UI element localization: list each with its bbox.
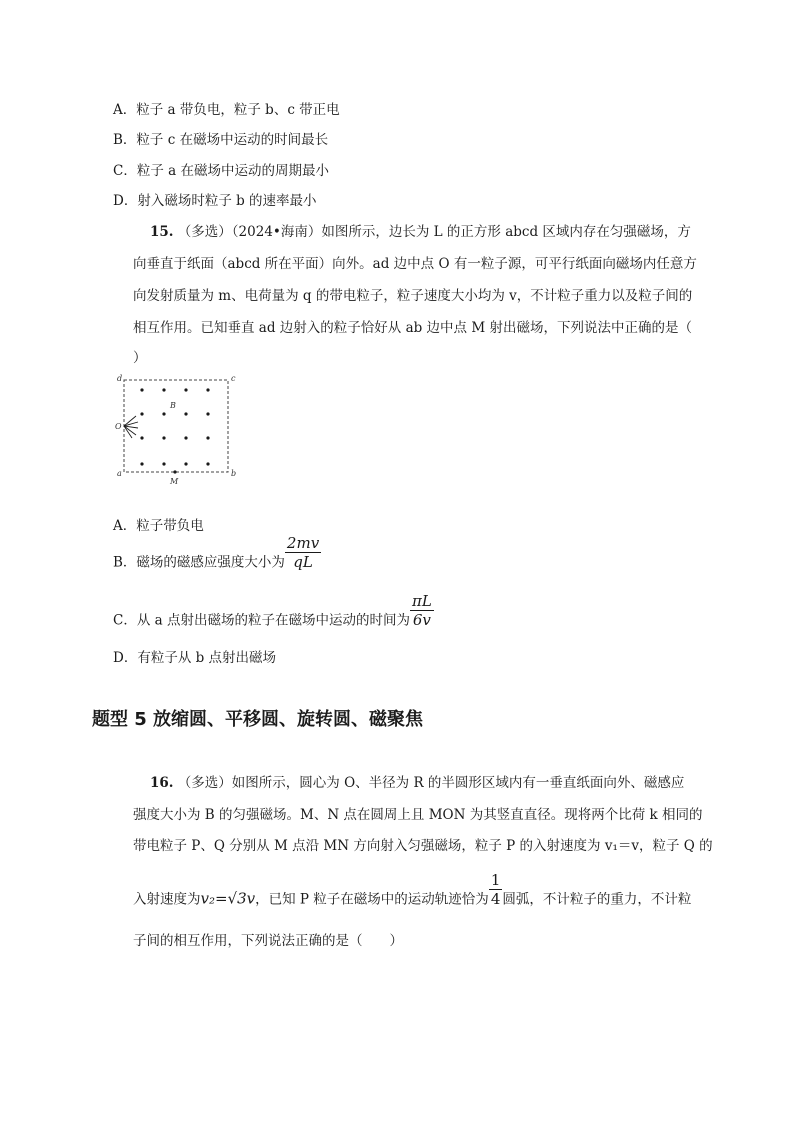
q15-option-c-denominator: 6v [412, 611, 431, 629]
q16-line-2: 强度大小为 B 的匀强磁场。M、N 点在圆周上且 MON 为其竖直直径。现将两个比荷 k 相同的 [133, 807, 703, 823]
q16-line-4-suffix: 圆弧，不计粒子的重力，不计粒 [502, 891, 692, 908]
q15-option-b-fraction [285, 535, 321, 571]
q16-quarter-fraction [489, 872, 503, 908]
label-d: d [117, 374, 123, 383]
q15-line-2: 向垂直于纸面（abcd 所在平面）向外。ad 边中点 O 有一粒子源，可平行纸面向磁场内任意方 [133, 256, 697, 272]
q15-option-d: D．有粒子从 b 点射出磁场 [113, 650, 277, 666]
square-field-diagram [112, 368, 242, 488]
q16-fraction-numerator: 1 [490, 871, 501, 889]
q15-line-4: 相互作用。已知垂直 ad 边射入的粒子恰好从 ab 边中点 M 射出磁场，下列说法中正确的是（ [133, 320, 692, 336]
source-arrows [124, 416, 138, 438]
q16-line-4-mid: ，已知 P 粒子在磁场中的运动轨迹恰为 [255, 891, 489, 908]
q14-option-c: C．粒子 a 在磁场中运动的周期最小 [113, 163, 329, 179]
label-m: M [170, 477, 179, 486]
point-m-dot [173, 470, 176, 473]
q15-option-c-numerator: πL [411, 592, 432, 610]
field-boundary [124, 380, 228, 472]
q15-option-a: A．粒子带负电 [113, 518, 204, 534]
q15-line-5: ） [133, 350, 147, 366]
q15-option-b [113, 534, 321, 581]
q15-option-b-text: B．磁场的磁感应强度大小为 [113, 554, 285, 571]
q16-fraction-denominator: 4 [490, 890, 501, 908]
label-c: c [231, 374, 236, 383]
q16-line-4-prefix: 入射速度为 [133, 891, 201, 908]
label-b-field: B [170, 401, 176, 410]
section-heading: 题型 5 放缩圆、平移圆、旋转圆、磁聚焦 [92, 709, 424, 730]
q14-option-a: A．粒子 a 带负电，粒子 b、c 带正电 [113, 102, 340, 118]
q15-text-1: （多选）（2024•海南）如图所示，边长为 L 的正方形 abcd 区域内存在匀强磁场，方 [177, 224, 691, 240]
q16-number: 16. [150, 775, 174, 791]
q15-option-b-numerator: 2mv [286, 534, 320, 552]
q15-number: 15. [150, 224, 174, 240]
q16-v2-formula: v₂=√3v [200, 889, 256, 908]
q15-option-c-fraction [410, 593, 434, 629]
q15-line-1 [150, 220, 691, 240]
q15-line-3: 向发射质量为 m、电荷量为 q 的带电粒子，粒子速度大小均为 v，不计粒子重力以及粒子间的 [133, 288, 693, 304]
q14-option-b: B．粒子 c 在磁场中运动的时间最长 [113, 132, 329, 148]
q16-line-5: 子间的相互作用，下列说法正确的是（ ） [133, 933, 403, 949]
label-b: b [231, 469, 237, 478]
q16-text-1: （多选）如图所示，圆心为 O、半径为 R 的半圆形区域内有一垂直纸面向外、磁感应 [177, 775, 685, 791]
label-a: a [117, 469, 122, 478]
q16-line-4 [133, 871, 692, 918]
q16-line-3: 带电粒子 P、Q 分别从 M 点沿 MN 方向射入匀强磁场，粒子 P 的入射速度为 v₁＝v，粒子 Q 的 [133, 838, 713, 854]
q14-option-d: D．射入磁场时粒子 b 的速率最小 [113, 193, 317, 209]
field-dots [140, 388, 209, 465]
q16-line-1 [150, 771, 684, 791]
label-o: O [115, 422, 122, 431]
q15-option-c-text: C．从 a 点射出磁场的粒子在磁场中运动的时间为 [113, 612, 410, 629]
q15-option-b-denominator: qL [293, 553, 313, 571]
